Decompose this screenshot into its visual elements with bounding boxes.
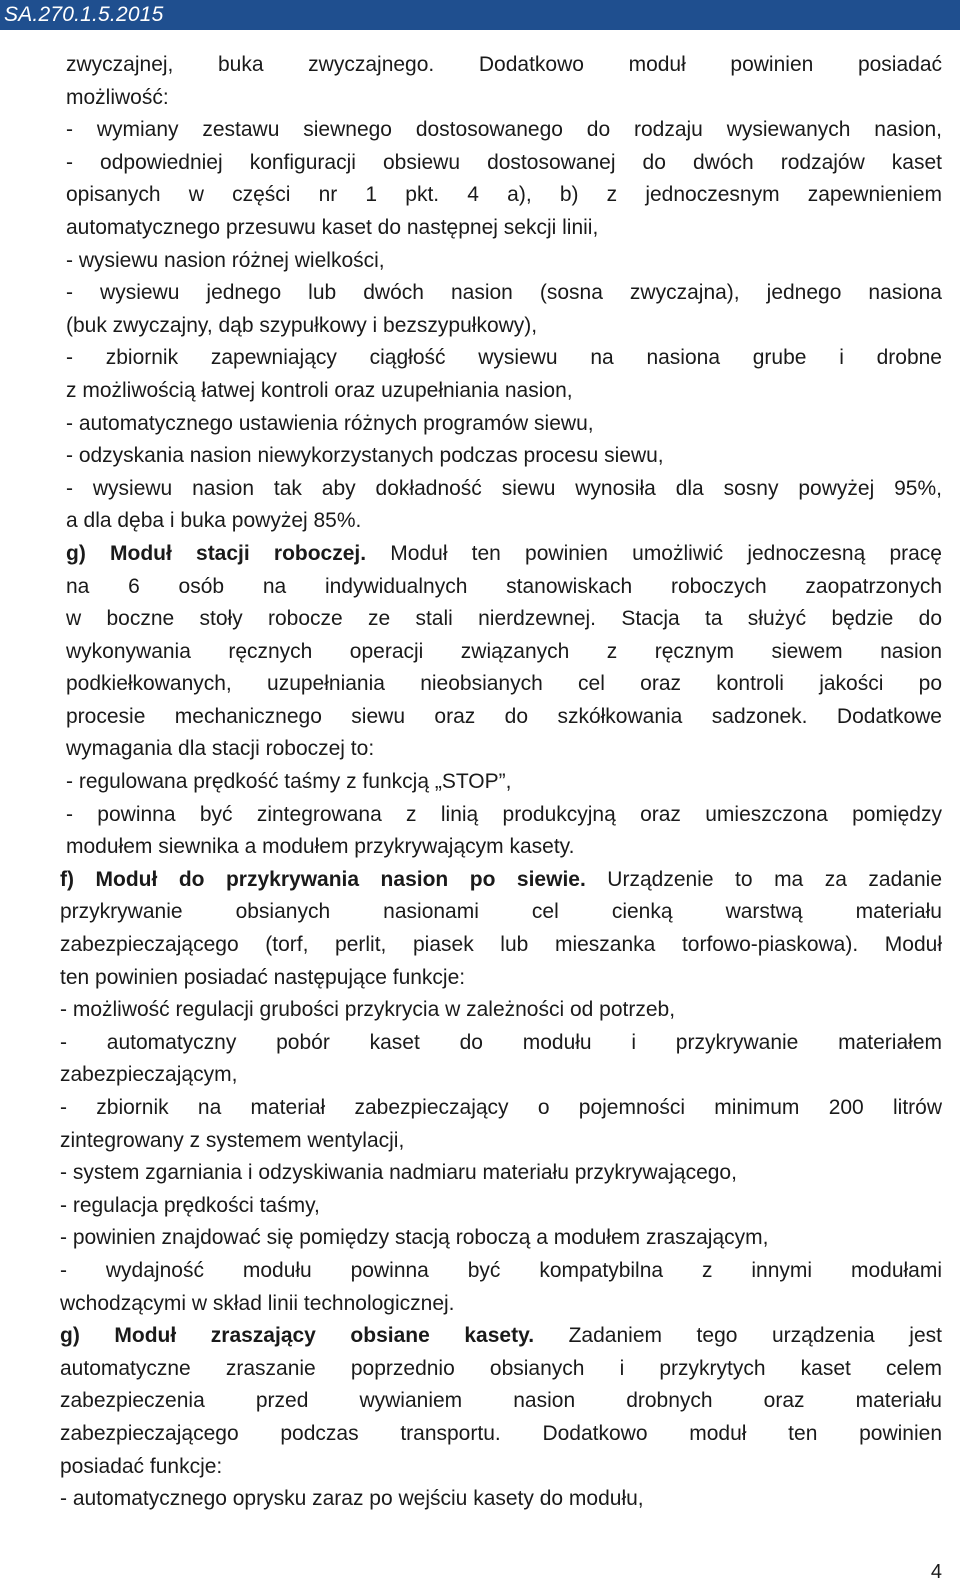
paragraph-line: wykonywania ręcznych operacji związanych z ręcznym siewem nasion [66,639,942,663]
paragraph-line: - odzyskania nasion niewykorzystanych podczas procesu siewu, [66,444,664,468]
paragraph-line: - automatyczny pobór kaset do modułu i przykrywanie materiałem [60,1030,942,1054]
document-code-header [0,0,960,30]
paragraph-line: wchodzącymi w skład linii technologicznej. [60,1291,455,1315]
paragraph-line: ten powinien posiadać następujące funkcje: [60,965,466,989]
paragraph-line: (buk zwyczajny, dąb szypułkowy i bezszypułkowy), [66,313,538,337]
paragraph-line: - zbiornik zapewniający ciągłość wysiewu na nasiona grube i drobne [66,346,942,370]
paragraph-line: Zadaniem tego urządzenia jest [534,1324,942,1348]
paragraph-line: - system zgarniania i odzyskiwania nadmiaru materiału przykrywającego, [60,1161,737,1185]
work-station-section [0,571,960,864]
paragraph-line: zabezpieczającym, [60,1063,238,1087]
paragraph-line: - wysiewu nasion różnej wielkości, [66,248,385,272]
paragraph-line: opisanych w części nr 1 pkt. 4 a), b) z jednoczesnym zapewnieniem [66,183,942,207]
paragraph-line: zabezpieczającego (torf, perlit, piasek lub mieszanka torfowo-piaskowa). Moduł [60,933,942,957]
paragraph-line: możliwość: [66,85,169,109]
paragraph-line: w boczne stoły robocze ze stali nierdzewnej. Stacja ta służyć będzie do [66,607,942,631]
paragraph-line: - odpowiedniej konfiguracji obsiewu dostosowanej do dwóch rodzajów kaset [66,150,942,174]
paragraph-line: zabezpieczenia przed wywianiem nasion drobnych oraz materiału [60,1389,942,1413]
paragraph-line: zintegrowany z systemem wentylacji, [60,1128,405,1152]
document-body [0,49,960,1516]
section-heading-sprinkling-module: g) Moduł zraszający obsiane kasety. [60,1324,535,1348]
paragraph-line: - wymiany zestawu siewnego dostosowanego do rodzaju wysiewanych nasion, [66,118,942,142]
paragraph-line: procesie mechanicznego siewu oraz do szkółkowania sadzonek. Dodatkowe [66,704,942,728]
paragraph-line: - możliwość regulacji grubości przykrycia w zależności od potrzeb, [60,998,676,1022]
paragraph-line: z możliwością łatwej kontroli oraz uzupełniania nasion, [66,378,573,402]
paragraph-line: modułem siewnika a modułem przykrywającym kasety. [66,835,575,859]
paragraph-line: automatycznego przesuwu kaset do następnej sekcji linii, [66,215,599,239]
document-code: SA.270.1.5.2015 [4,3,164,26]
covering-module-section [0,896,960,1320]
paragraph-line: zwyczajnej, buka zwyczajnego. Dodatkowo moduł powinien posiadać [66,53,942,76]
paragraph-line: przykrywanie obsianych nasionami cel cienką warstwą materiału [60,900,942,924]
paragraph-line: - wydajność modułu powinna być kompatybilna z innymi modułami [60,1258,942,1282]
paragraph-line: - zbiornik na materiał zabezpieczający o pojemności minimum 200 litrów [60,1096,942,1119]
paragraph-line: - wysiewu jednego lub dwóch nasion (sosna zwyczajna), jednego nasiona [66,281,942,305]
seeder-features-section [0,49,960,538]
paragraph-line: wymagania dla stacji roboczej to: [66,737,375,761]
paragraph-line: Moduł ten powinien umożliwić jednoczesną pracę [366,541,942,565]
paragraph-line: - automatycznego oprysku zaraz po wejściu kasety do modułu, [60,1487,644,1511]
paragraph-line: automatyczne zraszanie poprzednio obsianych i przykrytych kaset celem [60,1356,942,1380]
section-heading-line [60,864,942,897]
paragraph-line: - regulacja prędkości taśmy, [60,1193,320,1217]
paragraph-line: na 6 osób na indywidualnych stanowiskach roboczych zaopatrzonych [66,574,942,598]
paragraph-line: Urządzenie to ma za zadanie [585,867,942,891]
paragraph-line: zabezpieczającego podczas transportu. Dodatkowo moduł ten powinien [60,1421,942,1445]
section-heading-covering-module: f) Moduł do przykrywania nasion po siewie. [60,867,586,891]
paragraph-line: - regulowana prędkość taśmy z funkcją „STOP”, [66,770,512,794]
section-heading-line [60,1320,942,1353]
paragraph-line: - automatycznego ustawienia różnych programów siewu, [66,411,594,435]
page-number: 4 [930,1561,942,1583]
paragraph-line: - wysiewu nasion tak aby dokładność siewu wynosiła dla sosny powyżej 95%, [66,476,942,500]
section-heading-line [66,538,942,571]
paragraph-line: podkiełkowanych, uzupełniania nieobsianych cel oraz kontroli jakości po [66,672,942,696]
sprinkling-module-section [0,1353,960,1516]
paragraph-line: - powinien znajdować się pomiędzy stacją roboczą a modułem zraszającym, [60,1226,769,1250]
paragraph-line: a dla dęba i buka powyżej 85%. [66,509,362,533]
section-heading-work-station: g) Moduł stacji roboczej. [66,541,367,565]
paragraph-line: posiadać funkcje: [60,1454,223,1478]
paragraph-line: - powinna być zintegrowana z linią produkcyjną oraz umieszczona pomiędzy [66,802,942,826]
